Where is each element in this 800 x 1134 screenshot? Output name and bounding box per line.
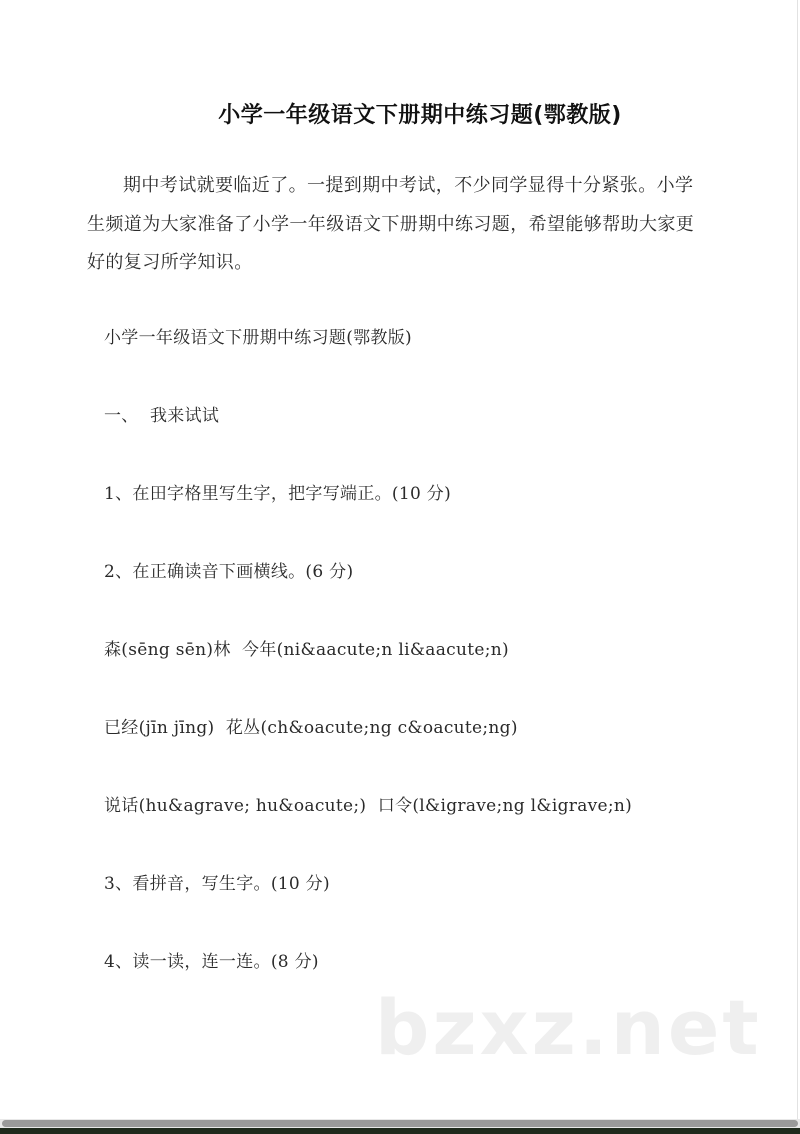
question-4: 4、读一读，连一连。(8 分) xyxy=(104,952,319,972)
question-3: 3、看拼音，写生字。(10 分) xyxy=(104,874,330,894)
intro-paragraph: 期中考试就要临近了。一提到期中考试，不少同学显得十分紧张。小学生频道为大家准备了小学一年级语文下册期中练习题，希望能够帮助大家更好的复习所学知识。 xyxy=(87,175,695,273)
bottom-edge-strip xyxy=(0,1128,800,1134)
question-2: 2、在正确读音下画横线。(6 分) xyxy=(104,562,354,582)
pinyin-line-3: 说话(hu&agrave; hu&oacute;) 口令(l&igrave;ng l&igrave;n) xyxy=(104,796,633,816)
scrollbar-thumb[interactable] xyxy=(2,1120,798,1127)
subtitle-line: 小学一年级语文下册期中练习题(鄂教版) xyxy=(104,328,412,348)
horizontal-scrollbar[interactable] xyxy=(0,1119,800,1128)
pinyin-line-1: 森(sēng sēn)林 今年(ni&aacute;n li&aacute;n) xyxy=(104,640,509,660)
question-1: 1、在田字格里写生字，把字写端正。(10 分) xyxy=(104,484,452,504)
section-heading-1: 一、 我来试试 xyxy=(104,406,220,426)
pinyin-line-2: 已经(jīn jīng) 花丛(ch&oacute;ng c&oacute;ng) xyxy=(104,718,518,738)
watermark: bzxz.net xyxy=(375,983,762,1072)
document-title: 小学一年级语文下册期中练习题(鄂教版) xyxy=(218,103,622,128)
